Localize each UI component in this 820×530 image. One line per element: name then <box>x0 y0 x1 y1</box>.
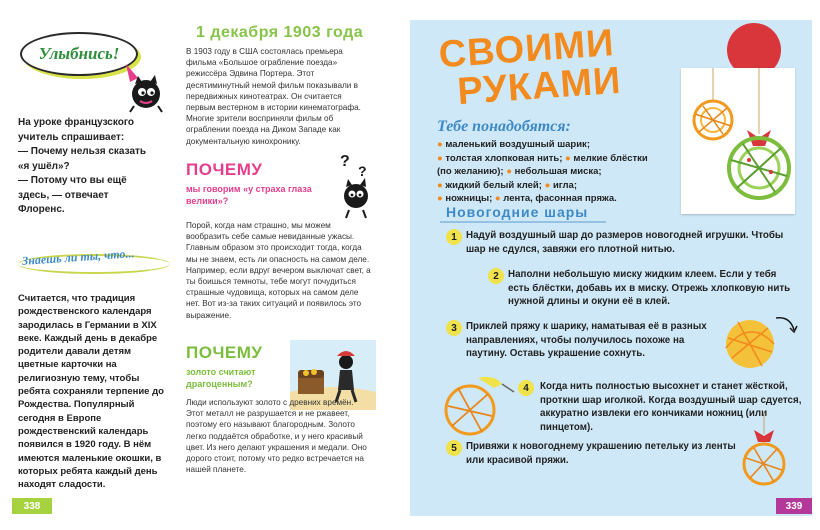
need-list: ● маленький воздушный шарик; ● толстая хлопковая нить; ● мелкие блёстки (по желанию); ● небольшая миска; ● жидкий белый клей; ● игла; ● ножницы; ● лента, фасонная пряжа. <box>437 139 648 204</box>
page-title-line: СВОИМИ <box>437 22 616 77</box>
step-text: Приклей пряжу к шарику, наматывая её в разных направлениях, чтобы получилось похоже на паутину. Оставь украшение сохнуть. <box>466 321 707 359</box>
yarn-balls-image <box>681 68 795 214</box>
smile-title: Улыбнись! <box>38 44 120 63</box>
know-banner <box>18 248 178 274</box>
why1-subtitle: мы говорим «у страха глаза велики»? <box>186 184 312 206</box>
why1-text: Порой, когда нам страшно, мы можем вообразить себе самые невиданные ужасы. Главным образом это происходит тогда, когда мы не знаем, есть ли опасность на самом деле. Например, если вдруг вечером выключат свет, а ты боишься темноты, тебе могут почудиться страшные чудовища, которых на самом деле нет. Вот из-за таких ситуаций и появилось это выражение. <box>186 221 371 320</box>
need-title: Тебе понадобятся: <box>437 118 571 135</box>
page-title-line: РУКАМИ <box>456 59 623 114</box>
page-title <box>438 24 623 112</box>
balls-title: Новогодние шары <box>446 204 589 220</box>
step-text: Наполни небольшую миску жидким клеем. Если у тебя есть блёстки, добавь их в миску. Отрежь хлопковую нить нужной длины и окуни её в клей. <box>508 269 791 307</box>
need-item: лента, фасонная пряжа. <box>503 193 617 204</box>
step-number: 4 <box>518 380 534 396</box>
page-number-left: 338 <box>12 498 52 514</box>
black-cat-illustration <box>118 60 170 116</box>
step-text: Надуй воздушный шар до размеров новогодней игрушки. Чтобы шар не сдулся, завяжи его плотной нитью. <box>466 230 784 255</box>
step-number: 5 <box>446 440 462 456</box>
yarn-ball-step4-illustration <box>436 372 518 438</box>
why2-subtitle: золото считают драгоценным? <box>186 367 256 389</box>
need-item: игла; <box>552 179 577 191</box>
joke-text <box>18 116 156 218</box>
why2-title: ПОЧЕМУ <box>186 343 263 362</box>
joke-line: — Почему нельзя сказать «я ушёл»? <box>18 146 147 172</box>
date-text: В 1903 году в США состоялась премьера фильма «Большое ограбление поезда» режиссёра Эдвина Портера. Этот десятиминутный немой фильм показывали в передвижных кинотеатрах. Он считается первым вестерном в истории кинематографа. Многие зрители восприняли фильм об ограблении поезда на Диком Западе как документальную кинохронику. <box>186 47 361 146</box>
date-title: 1 декабря 1903 года <box>196 24 364 41</box>
step-number: 3 <box>446 320 462 336</box>
page-number-right: 339 <box>776 498 812 514</box>
svg-text:?: ? <box>358 163 367 179</box>
why2-text: Люди используют золото с древних времён. Этот металл не разрушается и не ржавеет, поэтому его называют благородным. Золото легко поддаётся обработке, и у него красивый цвет. Из него делают украшения и медали. Оно дорого стоит, потому что редко встречается на нашей планете. <box>186 398 367 475</box>
need-item: маленький воздушный шарик; <box>445 139 590 150</box>
need-item: жидкий белый клей; <box>445 179 542 191</box>
yarn-balls-photo <box>681 68 795 214</box>
step-text: Привяжи к новогоднему украшению петельку из ленты или красивой пряжи. <box>466 441 736 466</box>
need-item: мелкие блёстки (по желанию); <box>437 152 648 177</box>
svg-text:?: ? <box>340 153 350 170</box>
joke-line: На уроке французского учитель спрашивает: <box>18 117 134 143</box>
step-number: 2 <box>488 268 504 284</box>
need-item: ножницы; <box>445 193 493 204</box>
know-text: Считается, что традиция рождественского календаря зародилась в Германии в XIX веке. Каждый день в декабре родители давали детям цветные карточки на религиозную тему, чтобы ребята сохраняли терпение до Рождества. Популярный сегодня в Европе рождественский календарь появился в 1920 году. В нём имеются маленькие окошки, в которых ребята каждый день находят сладости. <box>18 293 164 491</box>
know-title: Знаешь ли ты, что... <box>21 246 135 268</box>
step-text: Когда нить полностью высохнет и станет жёсткой, проткни шар иголкой. Когда воздушный шар сдуется, аккуратно извлеки его кончиками ножниц (или пинцетом). <box>540 381 802 433</box>
joke-line: — Потому что вы ещё здесь, — отвечает Флоренс. <box>18 175 127 215</box>
question-cat-illustration <box>336 150 378 220</box>
need-item: небольшая миска; <box>514 166 602 177</box>
why1-title: ПОЧЕМУ <box>186 160 263 179</box>
need-item: толстая хлопковая нить; <box>445 152 563 164</box>
yarn-ball-step3-illustration <box>720 308 800 374</box>
step-number: 1 <box>446 229 462 245</box>
yarn-ball-step5-illustration <box>734 412 794 488</box>
